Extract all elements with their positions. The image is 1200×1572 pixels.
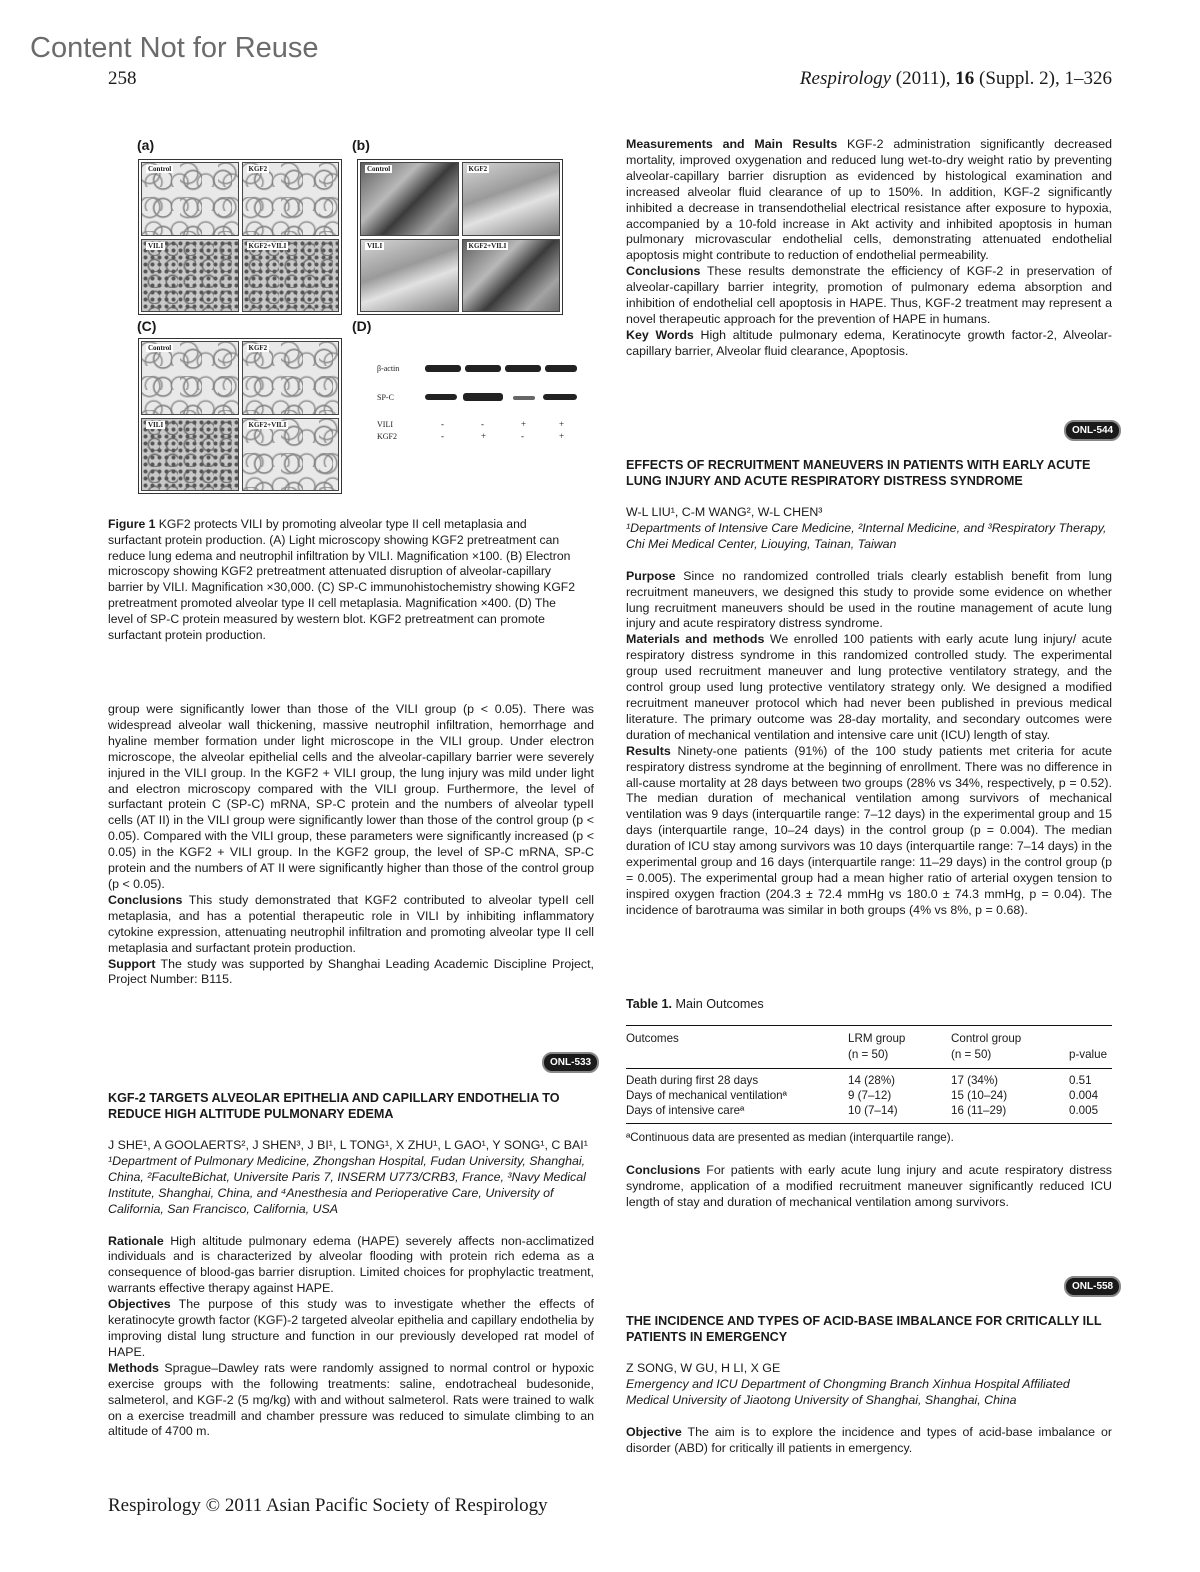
section-label: Materials and methods <box>626 632 765 647</box>
table-header-cell: LRM group <box>848 1032 906 1045</box>
ihc-control <box>141 341 239 415</box>
table-cell: 9 (7–12) <box>848 1089 892 1102</box>
abstract-authors: J SHE¹, A GOOLAERTS², J SHEN³, J BI¹, L TONG¹, X ZHU¹, L GAO¹, Y SONG¹, C BAI¹ <box>108 1138 588 1152</box>
section-text: The study was supported by Shanghai Leading Academic Discipline Project, Project Number: B115. <box>108 956 594 987</box>
tile-label: KGF2+VILI <box>248 420 287 429</box>
figure-caption <box>108 517 576 643</box>
abstract-authors: W-L LIU¹, C-M WANG², W-L CHEN³ <box>626 505 823 519</box>
table-caption-label: Table 1. <box>626 997 672 1011</box>
abstract-id-badge: ONL-544 <box>1064 420 1121 441</box>
table-cell: Death during first 28 days <box>626 1074 759 1087</box>
table-subheader-cell: (n = 50) <box>848 1048 889 1061</box>
band <box>425 365 461 372</box>
table-header-cell: Control group <box>951 1032 1022 1045</box>
section-text: This study demonstrated that KGF2 contributed to alveolar typeII cell metaplasia, and has a potential therapeutic role in VILI by inhibiting inflammatory cytokine expression, attenuating neutrophil infiltration and promoting alveolar type II cell metaplasia and surfactant protein production. <box>108 892 594 955</box>
abstract-544-conclusions <box>626 1163 1112 1211</box>
micrograph-kgf2 <box>242 162 340 236</box>
table-header-cell: Outcomes <box>626 1032 679 1045</box>
table-cell: 16 (11–29) <box>951 1104 1007 1117</box>
abstract-id-badge: ONL-558 <box>1064 1276 1121 1297</box>
section-text: We enrolled 100 patients with early acute lung injury/ acute respiratory distress syndrome in this randomized controlled study. The experimental group used recruitment maneuver and lung protective ventilatory strategy, and the control group used lung protective ventilatory strategy only. We designed a modified recruitment maneuver protocol which had never been published in previous medical literature. The primary outcome was 28-day mortality, and secondary outcomes were duration of mechanical ventilation and intensive care unit (ICU) length of stay. <box>626 632 1113 742</box>
band <box>513 396 535 400</box>
page-footer: Respirology © 2011 Asian Pacific Society of Respirology <box>108 1495 548 1516</box>
abstract-533-continued <box>626 137 1112 360</box>
table-caption-text: Main Outcomes <box>671 997 764 1011</box>
sign: + <box>521 419 527 429</box>
abstract-title: THE INCIDENCE AND TYPES OF ACID-BASE IMBALANCE FOR CRITICALLY ILL PATIENTS IN EMERGENCY <box>626 1314 1102 1344</box>
micrograph-control <box>141 162 239 236</box>
tile-label: KGF2 <box>248 165 268 173</box>
continuation-body: group were significantly lower than those of the VILI group (p < 0.05). There was widespread alveolar wall thickening, massive neutrophil infiltration, hemorrhage and hyaline member formation under light microscope in the VILI group. Under electron microscope, the alveolar epithelial cells and the alveolar-capillary barrier were severely injured in the VILI group. In the KGF2 + VILI group, the lung injury was mild under light and electron microscopy compared with the VILI group. Furthermore, the level of surfactant protein C (SP-C) mRNA, SP-C protein and the numbers of alveolar typeII cells (AT II) in the VILI group were significantly lower than those of the control group (p < 0.05). Compared with the VILI group, these parameters were significantly increased (p < 0.05) in the KGF2 + VILI group. In the KGF2 group, the level of SP-C mRNA, SP-C protein and the numbers of AT II were significantly higher than those of the control group (p < 0.05). <box>108 702 594 891</box>
abstract-title: EFFECTS OF RECRUITMENT MANEUVERS IN PATIENTS WITH EARLY ACUTE LUNG INJURY AND ACUTE RESPIRATORY DISTRESS SYNDROME <box>626 458 1091 488</box>
figure-1 <box>105 135 585 495</box>
blot-label-kgf2: KGF2 <box>377 432 398 441</box>
table-subheader-cell: (n = 50) <box>951 1048 992 1061</box>
tile-label: KGF2+VILI <box>468 241 507 250</box>
section-text: Since no randomized controlled trials clearly establish benefit from lung recruitment maneuvers, we designed this study to provide some evidence on whether lung recruitment maneuvers should be used in the routine management of acute lung injury and acute respiratory distress syndrome. <box>626 568 1112 631</box>
section-label: Purpose <box>626 568 676 583</box>
tile-label: Control <box>367 165 391 173</box>
em-vili <box>360 239 459 313</box>
table-cell: 14 (28%) <box>848 1074 896 1087</box>
abstract-authors: Z SONG, W GU, H LI, X GE <box>626 1361 781 1375</box>
table-cell: Days of intensive careª <box>626 1104 745 1117</box>
table-cell: Days of mechanical ventilationª <box>626 1089 787 1102</box>
section-label: Measurements and Main Results <box>626 137 838 151</box>
section-label: Objectives <box>108 1297 171 1312</box>
table-cell: 0.004 <box>1069 1089 1099 1102</box>
table-row <box>626 1103 1112 1118</box>
section-label: Methods <box>108 1360 159 1375</box>
tile-label: Control <box>148 344 172 352</box>
panel-b-micrographs <box>357 159 563 315</box>
section-label: Support <box>108 956 156 971</box>
table-caption <box>626 997 764 1011</box>
tile-label: VILI <box>148 241 164 250</box>
em-kgf2 <box>462 162 561 236</box>
section-label: Objective <box>626 1424 682 1439</box>
section-label: Results <box>626 743 671 758</box>
blot-label-actin: β-actin <box>377 364 400 373</box>
panel-c-micrographs <box>138 338 342 494</box>
section-text: High altitude pulmonary edema, Keratinocyte growth factor-2, Alveolar-capillary barrier, Alveolar fluid clearance, Apoptosis. <box>626 327 1112 358</box>
abstract-title: KGF-2 TARGETS ALVEOLAR EPITHELIA AND CAPILLARY ENDOTHELIA TO REDUCE HIGH ALTITUDE PULMONARY EDEMA <box>108 1091 560 1121</box>
ihc-kgf2 <box>242 341 340 415</box>
tile-label: Control <box>148 165 172 173</box>
journal-name: Respirology <box>799 68 892 89</box>
ihc-kgf2-vili <box>242 418 340 492</box>
abstract-affiliation: ¹Department of Pulmonary Medicine, Zhongshan Hospital, Fudan University, Shanghai, China, ²FaculteBichat, Universite Paris 7, INSERM U773/CRB3, France, ³Navy Medical Institute, Shanghai, China, and ⁴Anesthesia and Perioperative Care, University of California, San Francisco, California, USA <box>108 1153 586 1216</box>
section-text: Ninety-one patients (91%) of the 100 study patients met criteria for acute respiratory distress syndrome at the beginning of enrollment. There was no difference in all-cause mortality at 28 days between two groups (28% vs 34%, respectively, p = 0.52). The median duration of mechanical ventilation among survivors of mechanical ventilation was 9 days (interquartile range: 7–12 days) in the experimental group and 15 days (interquartile range, 10–24 days) in the control group (p = 0.004). The median duration of ICU stay among survivors was 10 days (interquartile range: 7–14 days) in the experimental group and 16 days (interquartile range: 11–29 days) in the control group (p = 0.005). The experimental group had a mean higher ratio of arterial oxygen tension to inspired oxygen fraction (204.3 ± 72.4 mmHg vs 180.0 ± 74.3 mmHg, p = 0.04). The incidence of barotrauma was similar in both groups (4% vs 8%, p = 0.68). <box>626 743 1112 917</box>
left-continuation <box>108 702 594 988</box>
running-header <box>800 68 1112 90</box>
section-text: High altitude pulmonary edema (HAPE) severely affects non-acclimatized individuals and is characterized by alveolar flooding with protein rich edema as a consequence of blood-gas barrier disruption. Limited choices for prophylactic treatment, warrants effective therapy against HAPE. <box>108 1233 594 1296</box>
abstract-id-badge: ONL-533 <box>542 1052 599 1073</box>
abstract-affiliation: Emergency and ICU Department of Chongming Branch Xinhua Hospital Affiliated Medical University of Jiaotong University of Shanghai, Shanghai, China <box>626 1376 1070 1407</box>
abstract-affiliation: ¹Departments of Intensive Care Medicine, ²Internal Medicine, and ³Respiratory Therapy, Chi Mei Medical Center, Liouying, Tainan, Taiwan <box>626 520 1107 551</box>
section-label: Conclusions <box>626 264 701 279</box>
tile-label: KGF2 <box>248 344 268 352</box>
table-cell: 15 (10–24) <box>951 1089 1008 1102</box>
sign: + <box>481 431 487 441</box>
table-rule-top <box>626 1025 1112 1026</box>
em-kgf2-vili <box>462 239 561 313</box>
band <box>543 394 577 400</box>
abstract-558 <box>626 1313 1112 1457</box>
em-control <box>360 162 459 236</box>
table-rule-bottom <box>626 1123 1112 1124</box>
abstract-544 <box>626 457 1112 919</box>
watermark: Content Not for Reuse <box>30 32 319 64</box>
panel-label-c: (C) <box>137 318 157 334</box>
table-cell: 17 (34%) <box>951 1074 999 1087</box>
panel-label-d: (D) <box>352 318 372 334</box>
band <box>465 365 501 372</box>
tile-label: VILI <box>148 420 164 429</box>
panel-a-micrographs <box>138 159 342 315</box>
panel-d-western-blot <box>375 350 575 460</box>
table-footnote: ªContinuous data are presented as median (interquartile range). <box>626 1131 954 1144</box>
table-cell: 10 (7–14) <box>848 1104 898 1117</box>
section-text: Sprague–Dawley rats were randomly assigned to normal control or hypoxic exercise groups with the following treatments: saline, endotracheal budesonide, salmeterol, and KGF-2 (5 mg/kg) with and without salmeterol. Rats were trained to walk on a exercise treadmill and chamber pressure was reduced to simulate climbing to an altitude of 4700 m. <box>108 1360 594 1439</box>
sign: + <box>559 419 565 429</box>
outcomes-table <box>626 1073 1112 1118</box>
section-label: Rationale <box>108 1233 164 1248</box>
tile-label: KGF2+VILI <box>248 241 287 250</box>
tile-label: VILI <box>367 241 383 250</box>
band <box>505 365 541 372</box>
table-cell: 0.005 <box>1069 1104 1099 1117</box>
caption-text: KGF2 protects VILI by promoting alveolar type II cell metaplasia and surfactant protein production. (A) Light microscopy showing KGF2 pretreatment can reduce lung edema and neutrophil infiltration by VILI. Magnification ×100. (B) Electron microscopy showing KGF2 pretreatment attenuated disruption of alveolar-capillary barrier by VILI. Magnification ×30,000. (C) SP-C immunohistochemistry showing KGF2 pretreatment promoted alveolar type II cell metaplasia. Magnification ×400. (D) The level of SP-C protein measured by western blot. KGF2 pretreatment can promote surfactant protein production. <box>108 517 576 642</box>
blot-label-vili: VILI <box>377 420 393 429</box>
band <box>463 393 503 401</box>
journal-year: (2011), <box>891 68 956 89</box>
table-cell: 0.51 <box>1069 1074 1092 1087</box>
micrograph-kgf2-vili <box>242 239 340 313</box>
section-text: KGF-2 administration significantly decreased mortality, improved oxygenation and reduced lung wet-to-dry weight ratio by preventing alveolar-capillary barrier disruption as evidenced by histological examination and increased alveolar fluid clearance of up to 150%. In addition, KGF-2 significantly inhibited a decrease in transendothelial electrical resistance after exposure to hypoxia, accompanied by a 10-fold increase in Akt activity and inhibited apoptosis in human pulmonary microvascular endothelial cells, demonstrating attenuated endothelial apoptosis might contribute to reduction of endothelial permeability. <box>626 137 1112 263</box>
table-rule-mid <box>626 1068 1112 1069</box>
section-label: Conclusions <box>108 892 183 907</box>
section-label: Key Words <box>626 327 694 342</box>
journal-issue: (Suppl. 2), 1–326 <box>974 68 1112 89</box>
band <box>545 365 577 372</box>
table-header-cell: p-value <box>1069 1048 1108 1061</box>
micrograph-vili <box>141 239 239 313</box>
tile-label: KGF2 <box>468 165 488 173</box>
sign: - <box>441 419 444 429</box>
ihc-vili <box>141 418 239 492</box>
table-row <box>626 1073 1112 1088</box>
sign: - <box>441 431 444 441</box>
section-text: These results demonstrate the efficiency of KGF-2 in preservation of alveolar-capillary barrier integrity, promotion of pulmonary edema absorption and inhibition of endothelial cell apoptosis in HAPE. Thus, KGF-2 treatment may represent a novel therapeutic approach for the prevention of HAPE in humans. <box>626 264 1112 326</box>
abstract-533 <box>108 1090 594 1440</box>
journal-volume: 16 <box>955 68 975 89</box>
section-label: Conclusions <box>626 1163 701 1177</box>
section-text: The aim is to explore the incidence and types of acid-base imbalance or disorder (ABD) for critically ill patients in emergency. <box>626 1424 1112 1455</box>
page-number: 258 <box>108 68 137 89</box>
table-row <box>626 1088 1112 1103</box>
band <box>425 394 457 400</box>
sign: - <box>521 431 524 441</box>
section-text: The purpose of this study was to investigate whether the effects of keratinocyte growth factor (KGF)-2 targeted alveolar epithelia and capillary endothelia by improving distal lung structure and function in our previously developed rat model of HAPE. <box>108 1297 594 1359</box>
caption-label: Figure 1 <box>108 517 156 531</box>
section-text: For patients with early acute lung injury and acute respiratory distress syndrome, application of a modified recruitment maneuver significantly reduced ICU length of stay and duration of mechanical ventilation among survivors. <box>626 1163 1112 1209</box>
panel-label-a: (a) <box>137 137 155 153</box>
sign: - <box>481 419 484 429</box>
blot-label-spc: SP-C <box>377 393 394 402</box>
panel-label-b: (b) <box>352 137 370 153</box>
sign: + <box>559 431 565 441</box>
